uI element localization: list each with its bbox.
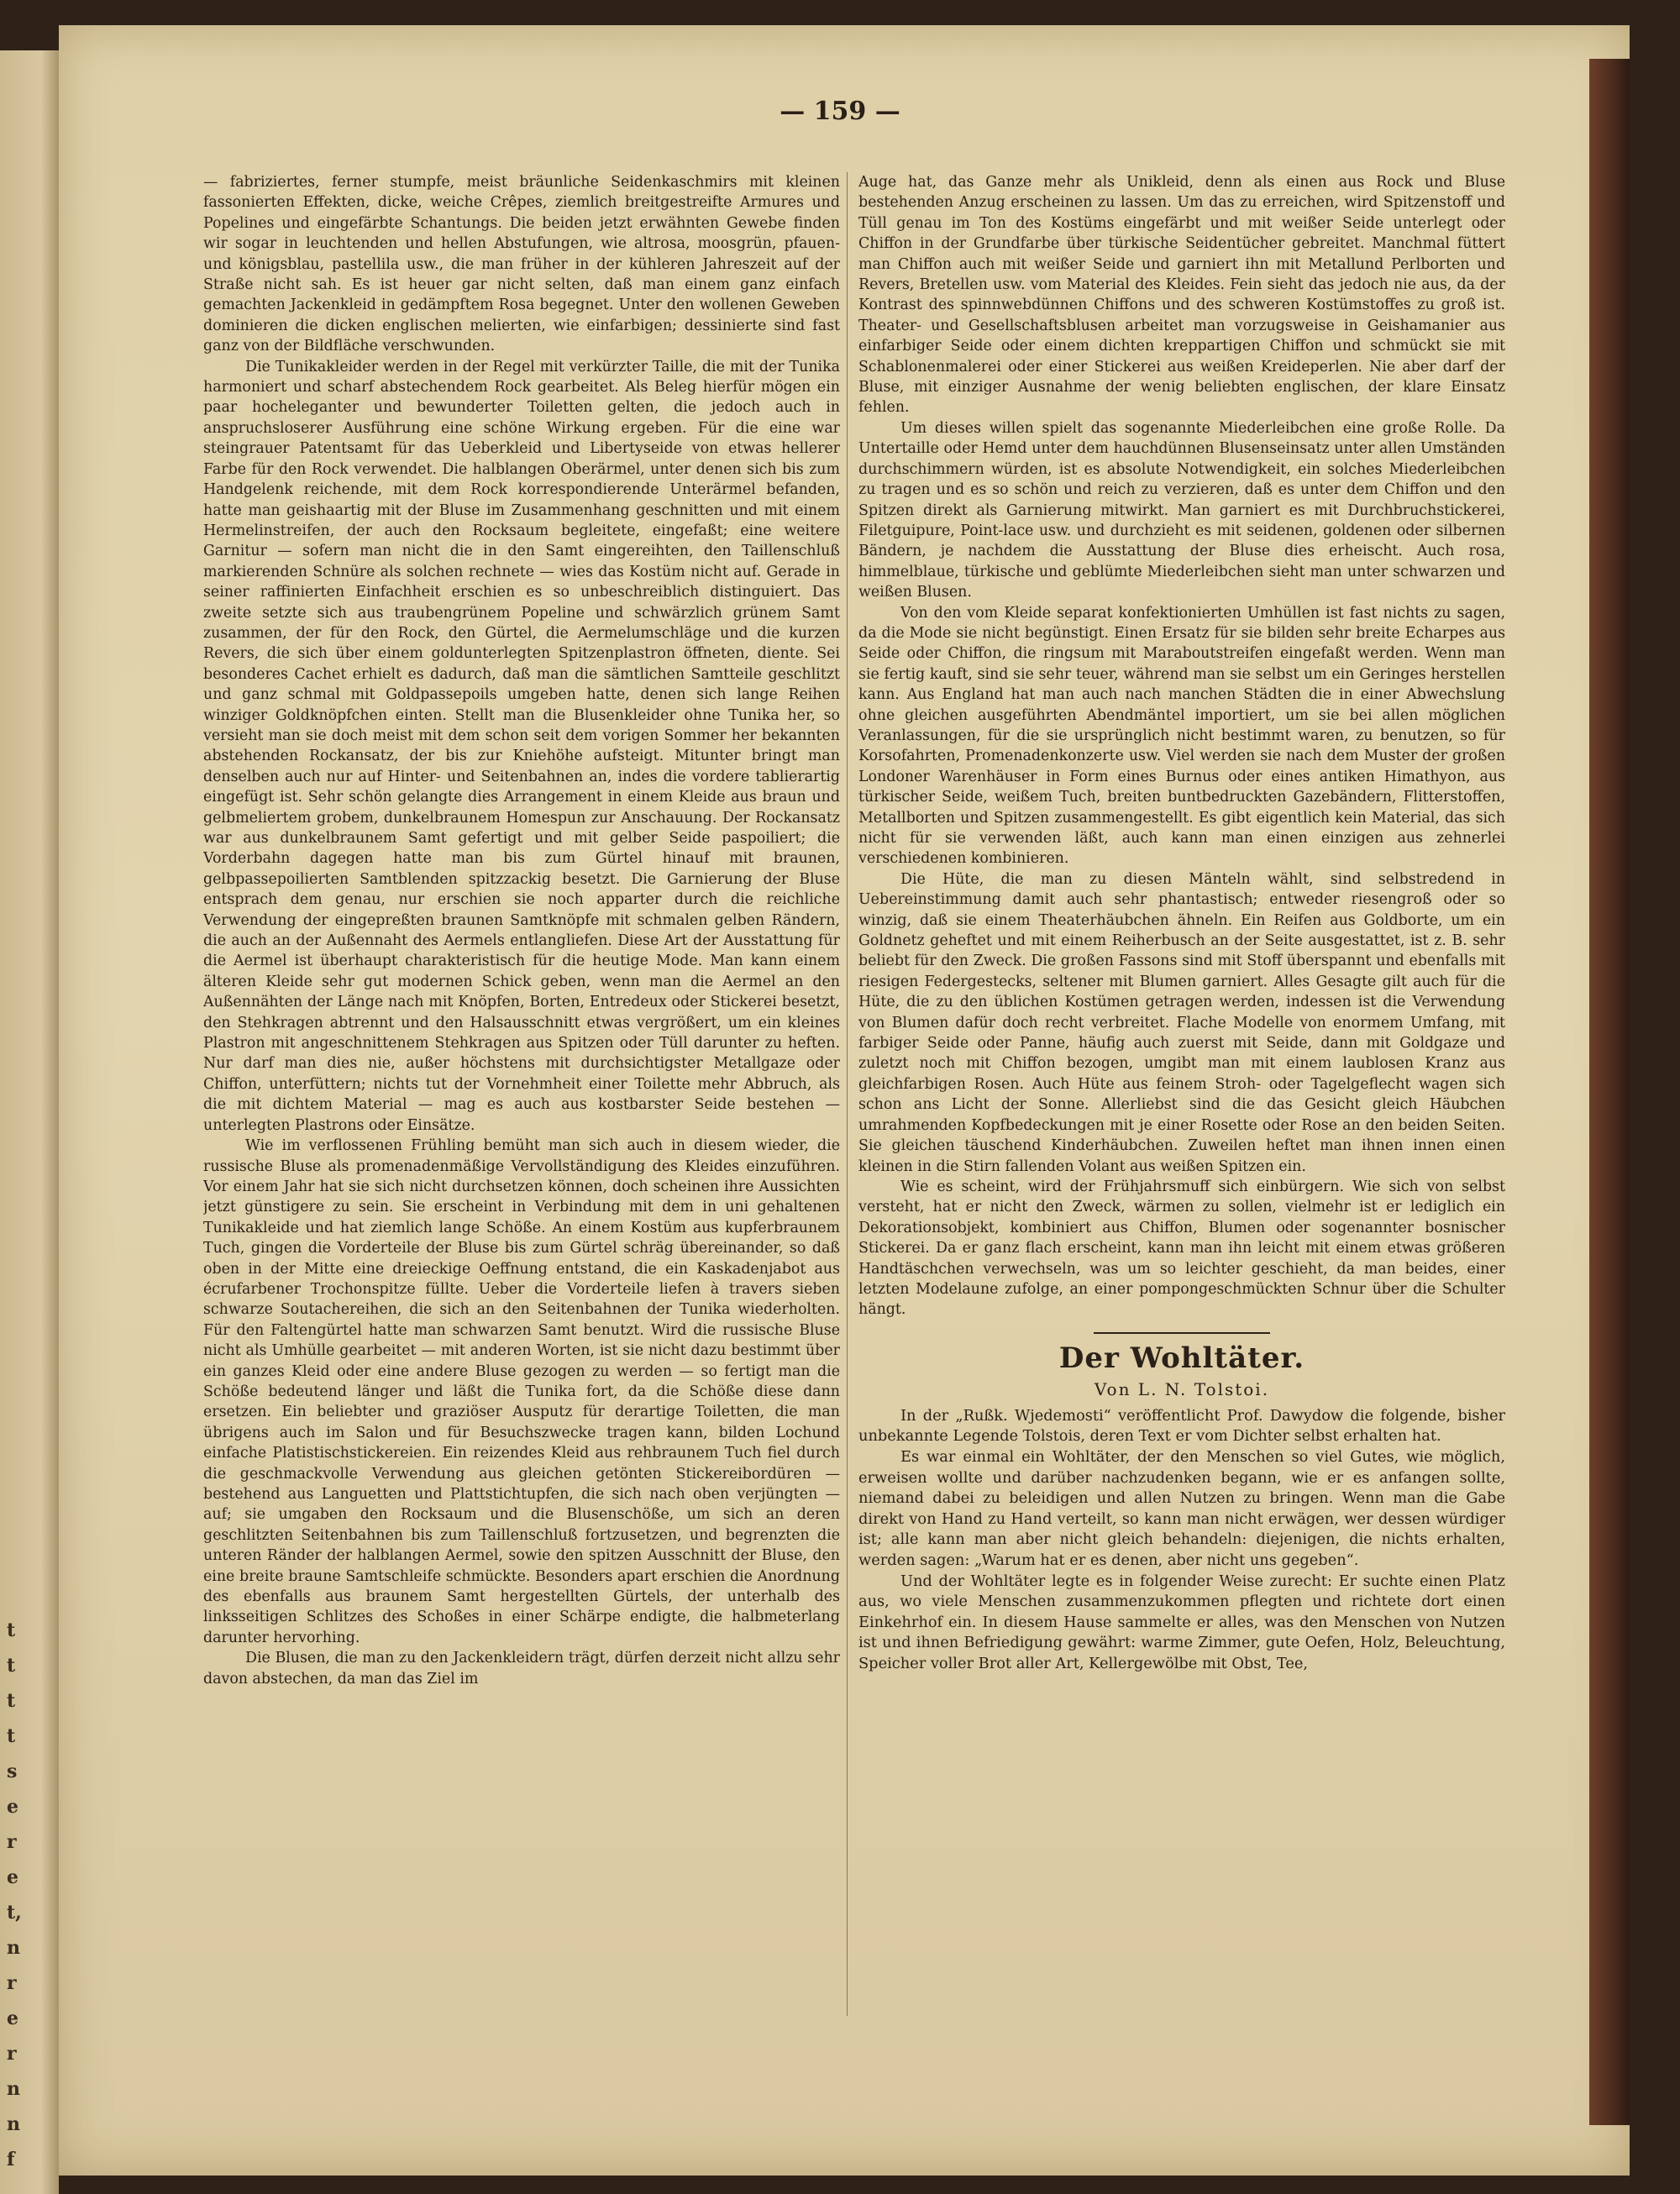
right-paragraph: Wie es scheint, wird der Frühjahrsmuff sich einbürgern. Wie sich von selbst versteht, hat er nicht den Zweck, wärmen zu sollen, vielmehr ist er lediglich ein Dekorationsobjekt, kombiniert aus Chiffon, Blumen oder sogenannter bosnischer Stickerei. Da er ganz flach erscheint, kann man ihn leicht mit einem etwas größeren Handtäschchen verwechseln, was um so leichter geschieht, da man beides, einer letzten Modelaune zufolge, an einer pompongeschmückten Schnur über die Schulter hängt. [858, 1178, 1505, 1319]
right-paragraph: Auge hat, das Ganze mehr als Unikleid, denn als einen aus Rock und Bluse bestehenden Anzug erscheinen zu lassen. Um das zu erreichen, wird Spitzenstoff und Tüll genau im Ton des Kostüms eingefärbt und mit weißer Seide unterlegt oder Chiffon in der Grundfarbe über türkische Seidentücher gebreitet. Manchmal füttert man Chiffon auch mit weißer Seide und garniert ihn mit Metallund Perlborten und Revers, Bretellen usw. vom Material des Kleides. Fein sieht das jedoch nie aus, da der Kontrast des spinnwebdünnen Chiffons und des schweren Kostümstoffes zu groß ist. Theater- und Gesellschaftsblusen arbeitet man vorzugsweise in Geishamanier aus einfarbiger Seide oder einem dichten kreppartigen Chiffon und schmückt sie mit Schablonenmalerei oder einer Stickerei aus weißen Kreideperlen. Nie aber darf der Bluse, mit einziger Ausnahme der wenig beliebten englischen, der klare Einsatz fehlen. [858, 174, 1505, 417]
page-number: — 159 — [780, 97, 900, 126]
previous-page-edge [0, 50, 59, 2194]
right-paragraph: Um dieses willen spielt das sogenannte Miederleibchen eine große Rolle. Da Untertaille oder Hemd unter dem hauchdünnen Blusenseinsatz unter allen Umständen durchschimmern würden, ist es absolute Notwendigkeit, ein solches Miederleibchen zu tragen und es so schön und reich zu verzieren, daß es unter dem Chiffon und den Spitzen direkt als Garnierung mitwirkt. Man garniert es mit Durchbruchstickerei, Filetguipure, Point-lace usw. und durchzieht es mit seidenen, goldenen oder silbernen Bändern, je nachdem die Ausstattung der Bluse dies erheischt. Auch rosa, himmelblaue, türkische und geblümte Miederleibchen sieht man unter schwarzen und weißen Blusen. [858, 419, 1505, 601]
story-body [858, 1406, 1505, 1675]
story-paragraph: Es war einmal ein Wohltäter, der den Menschen so viel Gutes, wie möglich, erweisen wollte und darüber nachzudenken begann, wie er es anfangen sollte, niemand dabei zu beleidigen und allen Nutzen zu bringen. Wenn man die Gabe direkt von Hand zu Hand verteilt, so kann man nicht erwägen, wer dessen würdiger ist; alle kann man aber nicht gleich behandeln: diejenigen, die nichts erhalten, werden sagen: „Warum hat er es denen, aber nicht uns gegeben“. [858, 1447, 1505, 1569]
left-paragraph: — fabriziertes, ferner stumpfe, meist bräunliche Seidenkaschmirs mit kleinen fassonierten Effekten, dicke, weiche Crêpes, ziemlich breitgestreifte Armures und Popelines und eingefärbte Schantungs. Die beiden jetzt erwähnten Gewebe finden wir sogar in leuchtenden und hellen Abstufungen, wie altrosa, moosgrün, pfauen- und königsblau, pastellila usw., die man früher in der kühleren Jahreszeit auf der Straße nicht sah. Es ist heuer gar nicht selten, daß man einem ganz einfach gemachten Jackenkleid in gedämpftem Rosa begegnet. Unter den wollenen Geweben dominieren die dicken englischen melierten, wie einfarbigen; dessinierte sind fast ganz von der Bildfläche verschwunden. [203, 174, 840, 355]
previous-page-fragments: t t t t s e r e t, n r e r n n f [7, 1619, 22, 2170]
left-column [203, 172, 840, 2016]
left-paragraph: Die Tunikakleider werden in der Regel mit verkürzter Taille, die mit der Tunika harmoniert und scharf abstechendem Rock gearbeitet. Als Beleg hierfür mögen ein paar hocheleganter und bewunderter Toiletten gelten, die jedoch auch in anspruchsloserer Ausführung eine schöne Wirkung ergeben. Für die eine war steingrauer Patentsamt für das Ueberkleid und Libertyseide von etwas hellerer Farbe für den Rock verwendet. Die halblangen Oberärmel, unter denen sich bis zum Handgelenk reichende, mit dem Rock korrespondierende Unterärmel befanden, hatte man geishaartig mit der Bluse im Zusammenhang geschnitten und mit einem Hermelinstreifen, der auch den Rocksaum begleitete, eingefaßt; eine weitere Garnitur — sofern man nicht die in den Samt eingereihten, den Taillenschluß markierenden Schnüre als solchen rechnete — wies das Kostüm nicht auf. Gerade in seiner raffinierten Einfachheit erschien es so unbeschreiblich distinguiert. Das zweite setzte sich aus traubengrünem Popeline und schwärzlich grünem Samt zusammen, der für den Rock, den Gürtel, die Aermelumschläge und die kurzen Revers, die sich über einem goldunterlegten Spitzenplastron öffneten, diente. Sei besonderes Cachet erhielt es dadurch, daß man die sämtlichen Samtteile geschlitzt und ganz schmal mit Goldpassepoils umgeben hatte, denen sich lange Reihen winziger Goldknöpfchen einten. Stellt man die Blusenkleider ohne Tunika her, so versieht man sie doch meist mit dem schon seit dem vorigen Sommer her bekannten abstehenden Rockansatz, der bis zur Kniehöhe aufsteigt. Mitunter bringt man denselben auch nur auf Hinter- und Seitenbahnen an, indes die vordere tablierartig eingefügt ist. Sehr schön gelangte dies Arrangement in einem Kleide aus braun und gelbmeliertem grobem, dunkelbraunem Homespun zur Anschauung. Der Rockansatz war aus dunkelbraunem Samt gefertigt und mit gelber Seide paspoiliert; die Vorderbahn dagegen hatte man bis zum Gürtel hinauf mit braunen, gelbpassepoilierten Samtblenden spitzzackig besetzt. Die Garnierung der Bluse entsprach dem genau, nur erschien sie noch apparter durch die reichliche Verwendung der eingepreßten braunen Samtknöpfe mit schmalen gelben Rändern, die auch an der Außennaht des Aermels entlangliefen. Diese Art der Ausstattung für die Aermel ist überhaupt charakteristisch für die heutige Mode. Man kann einem älteren Kleide sehr gut modernen Schick geben, wenn man die Aermel an den Außennähten der Länge nach mit Knöpfen, Borten, Entredeux oder Stickerei besetzt, den Stehkragen abtrennt und den Halsausschnitt etwas vergrößert, um ein kleines Plastron mit angeschnittenem Stehkragen aus Spitzen oder Tüll darunter zu heften. Nur darf man dies nie, außer höchstens mit durchsichtigster Metallgaze oder Chiffon, unterfüttern; nichts tut der Vornehmheit einer Toilette mehr Abbruch, als die mit dichtem Material — mag es auch aus kostbarster Seide bestehen — unterlegten Plastrons oder Einsätze. [203, 358, 840, 1134]
story-paragraph: Und der Wohltäter legte es in folgender Weise zurecht: Er suchte einen Platz aus, wo viele Menschen zusammenzukommen pflegten und richtete dort einen Einkehrhof ein. In diesem Hause sammelte er alles, was den Menschen von Nutzen ist und ihnen Befriedigung gewährt: warme Zimmer, gute Oefen, Holz, Beleuchtung, Speicher voller Brot aller Art, Kellergewölbe mit Obst, Tee, [858, 1572, 1505, 1672]
story-byline: Von L. N. Tolstoi. [1094, 1378, 1270, 1399]
story-title: Der Wohltäter. [1058, 1341, 1305, 1375]
left-paragraph: Die Blusen, die man zu den Jackenkleidern trägt, dürfen derzeit nicht allzu sehr davon abstechen, da man das Ziel im [203, 1650, 840, 1687]
story-paragraph: In der „Rußk. Wjedemosti“ veröffentlicht Prof. Dawydow die folgende, bisher unbekannte Legende Tolstois, deren Text er vom Dichter selbst erhalten hat. [858, 1406, 1505, 1446]
right-paragraph: Die Hüte, die man zu diesen Mänteln wählt, sind selbstredend in Uebereinstimmung damit auch sehr phantastisch; entweder riesengroß oder so winzig, daß sie einem Theaterhäubchen ähneln. Ein Reifen aus Goldborte, um ein Goldnetz geheftet und mit einem Reiherbusch an der Seite ausgestattet, ist z. B. sehr beliebt für den Zweck. Die großen Fassons sind mit Stoff überspannt und ebenfalls mit riesigen Federgestecks, seltener mit Blumen garniert. Alles Gesagte gilt auch für die Hüte, die zu den üblichen Kostümen getragen werden, indessen ist die Verwendung von Blumen dafür doch recht verbreitet. Flache Modelle von enormem Umfang, mit farbiger Seide oder Panne, häufig auch zuerst mit Seide, dann mit Goldgaze und zuletzt noch mit Chiffon bezogen, umgibt man mit einem laublosen Kranz aus gleichfarbigen Rosen. Auch Hüte aus feinem Stroh- oder Tagelgeflecht wagen sich schon ans Licht der Sonne. Allerliebst sind die das Gesicht gleich Häubchen umrahmenden Kopfbedeckungen mit je einer Rosette oder Rose an den beiden Seiten. Sie gleichen täuschend Kinderhäubchen. Zuweilen heftet man ihnen innen einen kleinen in die Stirn fallenden Volant aus weißen Spitzen ein. [858, 870, 1505, 1175]
right-column [858, 172, 1505, 2016]
section-divider [1094, 1332, 1270, 1334]
column-divider [847, 172, 848, 2016]
right-paragraph: Von den vom Kleide separat konfektionierten Umhüllen ist fast nichts zu sagen, da die Mode sie nicht begünstigt. Einen Ersatz für sie bilden sehr breite Echarpes aus Seide oder Chiffon, die ringsum mit Maraboutstreifen eingefaßt werden. Wenn man sie fertig kauft, sind sie sehr teuer, während man sie selbst um ein Geringes herstellen kann. Aus England hat man auch nach manchen Städten die in einer Abwechslung ohne gleichen ausgeführten Abendmäntel importiert, um sie bei allen möglichen Veranlassungen, für die sie ursprünglich nicht bestimmt waren, zu benutzen, so für Korsofahrten, Promenadenkonzerte usw. Viel werden sie nach dem Muster der großen Londoner Warenhäuser in Form eines Burnus oder eines antiken Himathyon, aus türkischer Seide, weißem Tuch, breiten buntbedruckten Gazebändern, Flitterstoffen, Metallborten und Spitzen zusammengestellt. Es gibt eigentlich kein Material, das sich nicht für sie verwenden läßt, auch kann man einen einzigen aus zehnerlei verschiedenen kombinieren. [858, 604, 1505, 868]
book-spine [1589, 59, 1630, 2125]
left-paragraph: Wie im verflossenen Frühling bemüht man sich auch in diesem wieder, die russische Bluse als promenadenmäßige Vervollständigung des Kleides einzuführen. Vor einem Jahr hat sie sich nicht durchsetzen können, doch scheinen ihre Aussichten jetzt günstigere zu sein. Sie erscheint in Verbindung mit dem in uni gehaltenen Tunikakleide und hat ziemlich lange Schöße. An einem Kostüm aus kupferbraunem Tuch, gingen die Vorderteile der Bluse bis zum Gürtel schräg übereinander, so daß oben in der Mitte eine dreieckige Oeffnung entstand, die ein Kaskadenjabot aus écrufarbener Trochonspitze füllte. Ueber die Vorderteile liefen à travers sieben schwarze Soutachereihen, die sich an den Seitenbahnen der Tunika wiederholten. Für den Faltengürtel hatte man schwarzen Samt benutzt. Wird die russische Bluse nicht als Umhülle gearbeitet — mit anderen Worten, ist sie nicht dazu bestimmt über ein ganzes Kleid oder eine andere Bluse gezogen zu werden — so fertigt man die Schöße bedeutend länger und läßt die Tunika fort, da die Schöße diese dann ersetzen. Ein beliebter und graziöser Ausputz für derartige Toiletten, die man übrigens auch im Salon und für Besuchszwecke tragen kann, bilden Lochund einfache Platistischstickereien. Ein reizendes Kleid aus rehbraunem Tuch fiel durch die geschmackvolle Verwendung aus gleichen getönten Stickereibordüren — bestehend aus Languetten und Plattstichtupfen, die sich nach oben verjüngten — auf; sie umgaben den Rocksaum und die Blusenschöße, um sich an deren geschlitzten Seitenbahnen bis zum Taillenschluß fortzusetzen, und begrenzten die unteren Ränder der halblangen Aermel, sowie den spitzen Ausschnitt der Bluse, den eine breite braune Samtschleife schmückte. Besonders apart erschien die Anordnung des ebenfalls aus braunem Samt hergestellten Gürtels, der unterhalb des linksseitigen Schlitzes des Schoßes in einer Schärpe endigte, die halbmeterlang darunter hervorhing. [203, 1137, 840, 1646]
